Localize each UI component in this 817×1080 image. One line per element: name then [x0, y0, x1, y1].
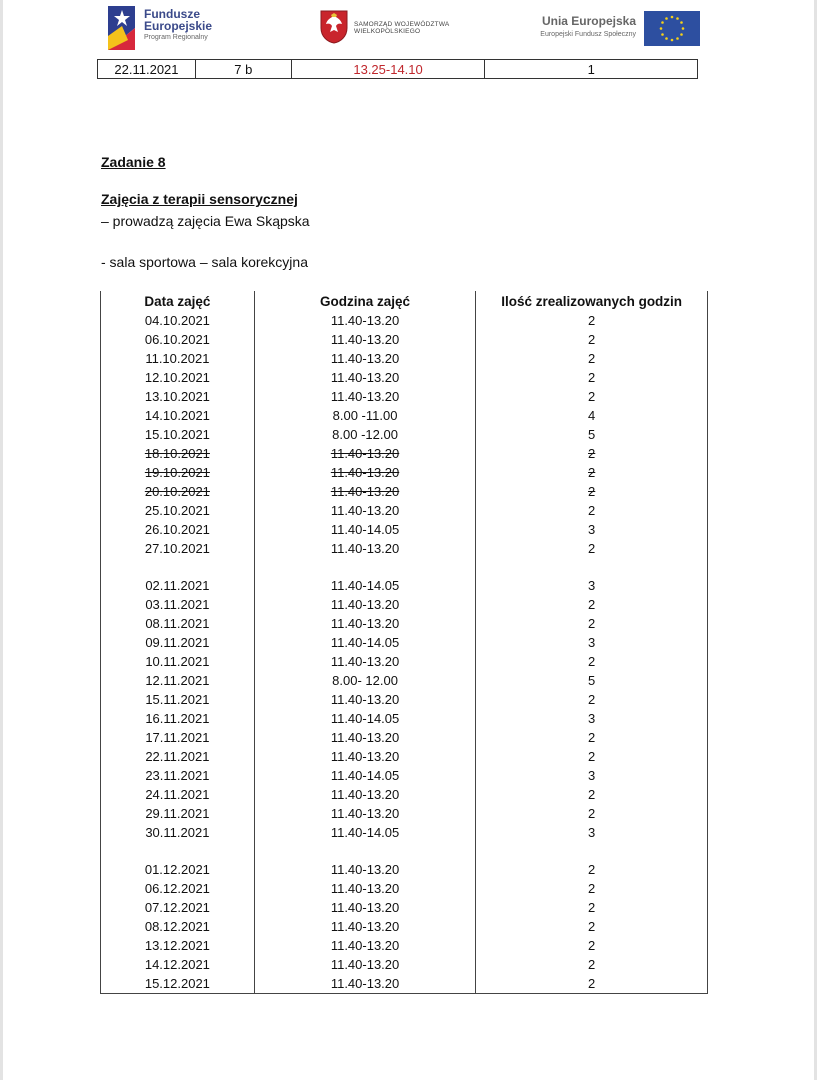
- table-row: [101, 728, 708, 747]
- cell-date: 16.11.2021: [101, 709, 255, 728]
- cell-hours: 2: [476, 690, 708, 709]
- document-header: [108, 4, 700, 54]
- fe-subtitle: Program Regionalny: [144, 34, 208, 41]
- table-row: [101, 425, 708, 444]
- table-row: [101, 539, 708, 558]
- cell-time: [254, 558, 476, 576]
- cell-time: 11.40-13.20: [254, 349, 476, 368]
- table-row: [101, 633, 708, 652]
- cell-hours: 2: [476, 501, 708, 520]
- cell-time: 11.40-13.20: [254, 652, 476, 671]
- cell-time: 8.00- 12.00: [254, 671, 476, 690]
- cell-hours: 2: [476, 595, 708, 614]
- cell-hours: 2: [476, 614, 708, 633]
- table-row: [101, 917, 708, 936]
- table-row: [101, 709, 708, 728]
- cell-date: [101, 842, 255, 860]
- cell-hours: 2: [476, 860, 708, 879]
- schedule-body: [101, 311, 708, 993]
- cell-date: 13.12.2021: [101, 936, 255, 955]
- ue-title: Unia Europejska: [541, 14, 636, 28]
- table-row: [101, 576, 708, 595]
- cell-date: 17.11.2021: [101, 728, 255, 747]
- table-row: [101, 879, 708, 898]
- table-row: [101, 614, 708, 633]
- table-row: [101, 501, 708, 520]
- cell-date: 23.11.2021: [101, 766, 255, 785]
- cell-hours: 2: [476, 804, 708, 823]
- fundusze-europejskie-logo: [108, 6, 268, 52]
- cell-hours: 2: [476, 974, 708, 993]
- cell-time: 11.40-14.05: [254, 520, 476, 539]
- fe-title-line2: Europejskie: [144, 19, 213, 33]
- wlkp-line2: WIELKOPOLSKIEGO: [354, 28, 421, 35]
- cell-date: 11.10.2021: [101, 349, 255, 368]
- cell-date: 24.11.2021: [101, 785, 255, 804]
- cell-time: 11.40-14.05: [254, 576, 476, 595]
- cell-time: 11.40-13.20: [254, 804, 476, 823]
- cell-hours: 3: [476, 633, 708, 652]
- cell-time: 11.40-14.05: [254, 766, 476, 785]
- cell-time: 11.40-13.20: [254, 463, 476, 482]
- header-date: Data zajęć: [101, 291, 255, 311]
- task-title: Zadanie 8: [101, 154, 166, 170]
- task-subtitle: Zajęcia z terapii sensorycznej: [101, 191, 298, 207]
- cell-date: 07.12.2021: [101, 898, 255, 917]
- schedule-table: [100, 291, 708, 994]
- task-teacher: – prowadzą zajęcia Ewa Skąpska: [101, 213, 310, 229]
- task-room: - sala sportowa – sala korekcyjna: [101, 254, 308, 270]
- fe-title-line1: Fundusze: [144, 7, 200, 21]
- cell-hours: 2: [476, 444, 708, 463]
- top-hours-cell: 1: [485, 60, 698, 79]
- cell-time: 11.40-13.20: [254, 330, 476, 349]
- cell-time: 8.00 -11.00: [254, 406, 476, 425]
- table-row: [98, 60, 698, 79]
- top-date-cell: 22.11.2021: [98, 60, 196, 79]
- cell-time: 11.40-13.20: [254, 690, 476, 709]
- cell-time: 11.40-13.20: [254, 595, 476, 614]
- cell-hours: 2: [476, 482, 708, 501]
- table-row: [101, 898, 708, 917]
- table-row: [101, 387, 708, 406]
- cell-hours: 2: [476, 747, 708, 766]
- cell-hours: 4: [476, 406, 708, 425]
- cell-date: 20.10.2021: [101, 482, 255, 501]
- cell-date: 27.10.2021: [101, 539, 255, 558]
- cell-date: 15.10.2021: [101, 425, 255, 444]
- table-gap-row: [101, 842, 708, 860]
- cell-date: 15.12.2021: [101, 974, 255, 993]
- cell-date: 06.12.2021: [101, 879, 255, 898]
- table-row: [101, 349, 708, 368]
- table-row: [101, 974, 708, 993]
- cell-hours: 2: [476, 349, 708, 368]
- top-time-cell: 13.25-14.10: [291, 60, 485, 79]
- cell-time: 11.40-13.20: [254, 955, 476, 974]
- cell-hours: [476, 558, 708, 576]
- cell-time: 11.40-13.20: [254, 936, 476, 955]
- cell-date: 13.10.2021: [101, 387, 255, 406]
- cell-date: 04.10.2021: [101, 311, 255, 330]
- cell-date: 06.10.2021: [101, 330, 255, 349]
- cell-hours: 2: [476, 330, 708, 349]
- cell-time: 11.40-13.20: [254, 785, 476, 804]
- cell-date: 25.10.2021: [101, 501, 255, 520]
- table-row: [101, 823, 708, 842]
- unia-europejska-logo: [512, 10, 700, 50]
- table-row: [101, 804, 708, 823]
- cell-time: 11.40-13.20: [254, 311, 476, 330]
- cell-time: 11.40-13.20: [254, 860, 476, 879]
- cell-date: 01.12.2021: [101, 860, 255, 879]
- table-row: [101, 595, 708, 614]
- cell-hours: 2: [476, 728, 708, 747]
- table-row: [101, 330, 708, 349]
- table-row: [101, 406, 708, 425]
- table-row: [101, 652, 708, 671]
- cell-hours: 3: [476, 823, 708, 842]
- cell-date: 15.11.2021: [101, 690, 255, 709]
- cell-date: 08.11.2021: [101, 614, 255, 633]
- page-edge-left: [0, 0, 3, 1080]
- table-row: [101, 444, 708, 463]
- cell-hours: 2: [476, 785, 708, 804]
- cell-time: 11.40-14.05: [254, 633, 476, 652]
- cell-time: [254, 842, 476, 860]
- top-class-cell: 7 b: [195, 60, 291, 79]
- cell-hours: 2: [476, 311, 708, 330]
- cell-time: 11.40-13.20: [254, 879, 476, 898]
- table-row: [101, 936, 708, 955]
- table-gap-row: [101, 558, 708, 576]
- table-row: [101, 463, 708, 482]
- cell-hours: [476, 842, 708, 860]
- wielkopolska-logo: [320, 10, 460, 46]
- cell-date: 14.12.2021: [101, 955, 255, 974]
- cell-date: 19.10.2021: [101, 463, 255, 482]
- table-row: [101, 520, 708, 539]
- cell-hours: 2: [476, 898, 708, 917]
- cell-time: 11.40-13.20: [254, 898, 476, 917]
- cell-time: 11.40-13.20: [254, 974, 476, 993]
- cell-time: 11.40-13.20: [254, 368, 476, 387]
- table-header-row: [101, 291, 708, 311]
- cell-hours: 3: [476, 576, 708, 595]
- cell-date: 29.11.2021: [101, 804, 255, 823]
- cell-time: 11.40-13.20: [254, 747, 476, 766]
- cell-date: 14.10.2021: [101, 406, 255, 425]
- cell-date: 08.12.2021: [101, 917, 255, 936]
- table-row: [101, 690, 708, 709]
- wielkopolska-crest-icon: [320, 10, 348, 44]
- cell-hours: 2: [476, 652, 708, 671]
- cell-date: 30.11.2021: [101, 823, 255, 842]
- table-row: [101, 766, 708, 785]
- cell-time: 11.40-13.20: [254, 482, 476, 501]
- table-row: [101, 482, 708, 501]
- cell-hours: 2: [476, 387, 708, 406]
- table-row: [101, 860, 708, 879]
- cell-hours: 2: [476, 879, 708, 898]
- cell-time: 11.40-14.05: [254, 823, 476, 842]
- header-hours: Ilość zrealizowanych godzin: [476, 291, 708, 311]
- cell-time: 11.40-13.20: [254, 501, 476, 520]
- cell-date: 02.11.2021: [101, 576, 255, 595]
- cell-date: 12.11.2021: [101, 671, 255, 690]
- cell-date: 22.11.2021: [101, 747, 255, 766]
- cell-date: 12.10.2021: [101, 368, 255, 387]
- cell-hours: 5: [476, 425, 708, 444]
- cell-time: 11.40-13.20: [254, 387, 476, 406]
- cell-hours: 3: [476, 520, 708, 539]
- cell-time: 11.40-13.20: [254, 917, 476, 936]
- cell-date: 03.11.2021: [101, 595, 255, 614]
- cell-time: 11.40-13.20: [254, 444, 476, 463]
- cell-hours: 5: [476, 671, 708, 690]
- header-time: Godzina zajęć: [254, 291, 476, 311]
- fundusze-europejskie-logo-icon: [108, 6, 135, 50]
- cell-time: 11.40-14.05: [254, 709, 476, 728]
- cell-time: 11.40-13.20: [254, 614, 476, 633]
- cell-hours: 2: [476, 917, 708, 936]
- ue-subtitle: Europejski Fundusz Społeczny: [540, 31, 636, 38]
- cell-hours: 2: [476, 955, 708, 974]
- table-row: [101, 955, 708, 974]
- cell-date: [101, 558, 255, 576]
- previous-task-table: [97, 59, 698, 79]
- table-row: [101, 785, 708, 804]
- table-row: [101, 671, 708, 690]
- cell-time: 11.40-13.20: [254, 728, 476, 747]
- eu-flag-icon: [644, 11, 700, 46]
- cell-date: 10.11.2021: [101, 652, 255, 671]
- cell-date: 26.10.2021: [101, 520, 255, 539]
- table-row: [101, 747, 708, 766]
- cell-hours: 2: [476, 539, 708, 558]
- table-row: [101, 311, 708, 330]
- cell-date: 09.11.2021: [101, 633, 255, 652]
- cell-hours: 2: [476, 936, 708, 955]
- cell-time: 11.40-13.20: [254, 539, 476, 558]
- cell-time: 8.00 -12.00: [254, 425, 476, 444]
- cell-hours: 3: [476, 709, 708, 728]
- wlkp-line1: SAMORZĄD WOJEWÓDZTWA: [354, 21, 450, 28]
- cell-hours: 2: [476, 368, 708, 387]
- cell-hours: 3: [476, 766, 708, 785]
- cell-hours: 2: [476, 463, 708, 482]
- table-row: [101, 368, 708, 387]
- cell-date: 18.10.2021: [101, 444, 255, 463]
